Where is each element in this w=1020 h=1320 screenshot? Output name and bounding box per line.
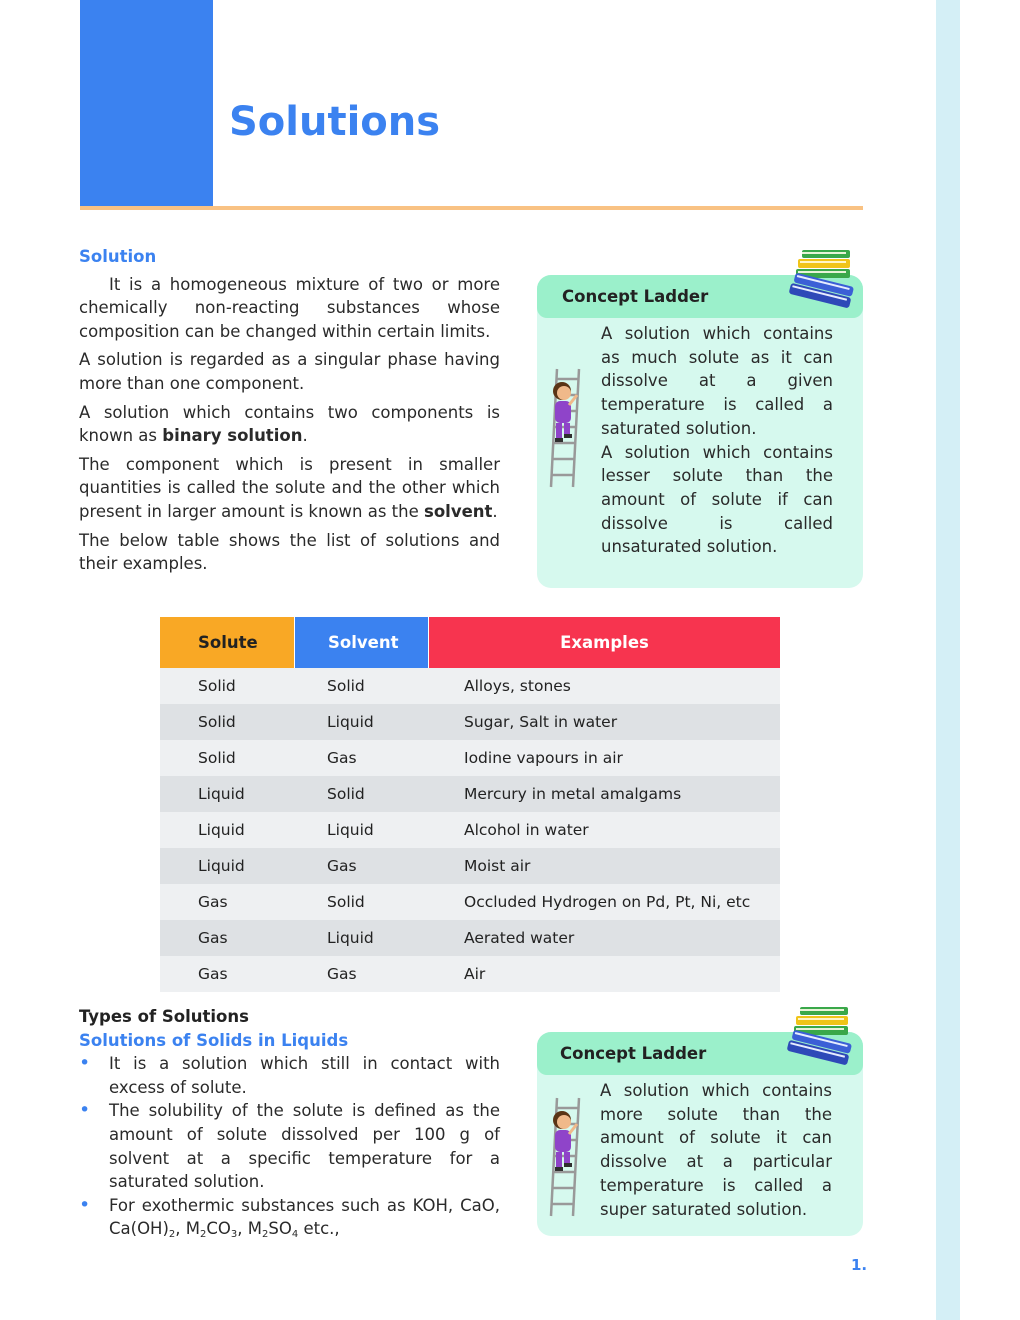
page-number: 1. [851, 1256, 868, 1274]
solution-paragraph-1: It is a homogeneous mixture of two or more chemically non-reacting substances whose composition can be changed within certain limits. [79, 274, 500, 341]
cell-solvent: Gas [327, 749, 357, 767]
table-row [160, 668, 780, 704]
girl-on-ladder-icon [545, 365, 589, 489]
cell-solute: Solid [198, 713, 236, 731]
table-row [160, 812, 780, 848]
table-header-row [160, 617, 780, 668]
super-saturated-definition: A solution which contains more solute than the amount of solute it can dissolve at a particular temperature is called a super saturated solution. [600, 1081, 832, 1219]
cell-example: Alcohol in water [464, 821, 589, 839]
cell-solute: Liquid [198, 821, 245, 839]
cell-example: Moist air [464, 857, 531, 875]
cell-solute: Gas [198, 965, 228, 983]
cell-solute: Gas [198, 929, 228, 947]
table-row [160, 704, 780, 740]
cell-example: Air [464, 965, 486, 983]
table-row [160, 884, 780, 920]
cell-example: Iodine vapours in air [464, 749, 623, 767]
concept-ladder-heading-1: Concept Ladder [537, 275, 863, 318]
cell-example: Aerated water [464, 929, 575, 947]
cell-solute: Gas [198, 893, 228, 911]
concept-ladder-text-2 [600, 1079, 832, 1221]
cell-example: Mercury in metal amalgams [464, 785, 682, 803]
cell-solute: Liquid [198, 785, 245, 803]
cell-solute: Solid [198, 749, 236, 767]
concept-ladder-text-1 [601, 322, 833, 559]
table-row [160, 740, 780, 776]
solution-paragraph-5: The below table shows the list of solutions and their examples. [79, 530, 500, 574]
page-title: Solutions [229, 99, 441, 145]
list-item: • It is a solution which still in contact with excess of solute. [79, 1052, 500, 1099]
solution-heading: Solution [79, 247, 157, 266]
cell-solvent: Gas [327, 857, 357, 875]
binary-solution-term: binary solution [162, 426, 303, 446]
cell-solvent: Gas [327, 965, 357, 983]
list-item: • For exothermic substances such as KOH, CaO, $Ca(OH)_2$, $M_2CO_3$, $M_2SO_4$ etc., [79, 1194, 500, 1241]
solvent-term: solvent [424, 501, 493, 521]
solution-paragraph-4: The component which is present in smaller quantities is called the solute and the other which present in larger amount is known as the solvent. [79, 454, 500, 521]
girl-on-ladder-icon [545, 1094, 589, 1218]
table-row [160, 956, 780, 992]
types-subheading: Solutions of Solids in Liquids [79, 1030, 349, 1050]
table-row [160, 848, 780, 884]
cell-solute: Solid [198, 677, 236, 695]
types-bullet-list [79, 1052, 500, 1241]
header-examples: Examples [429, 617, 780, 668]
cell-solvent: Solid [327, 893, 365, 911]
header-solvent: Solvent [295, 617, 428, 668]
chapter-color-block [80, 0, 213, 206]
types-heading: Types of Solutions [79, 1007, 249, 1026]
table-row [160, 776, 780, 812]
books-stack-icon [786, 1005, 858, 1069]
saturated-definition: A solution which contains as much solute as it can dissolve at a given temperature is called a saturated solution. [601, 324, 833, 438]
header-solute: Solute [160, 617, 294, 668]
title-divider [80, 206, 863, 210]
cell-example: Sugar, Salt in water [464, 713, 618, 731]
unsaturated-definition: A solution which contains lesser solute than the amount of solute if can dissolve is called unsaturated solution. [601, 442, 833, 557]
page-edge-strip [936, 0, 960, 1320]
books-stack-icon [788, 248, 860, 312]
solutions-table [160, 617, 780, 992]
solution-paragraph-3: A solution which contains two components is known as binary solution. [79, 402, 500, 446]
types-section [79, 1005, 500, 1241]
solution-section [79, 245, 500, 581]
cell-solvent: Liquid [327, 929, 374, 947]
cell-solvent: Solid [327, 785, 365, 803]
concept-ladder-heading-2: Concept Ladder [537, 1032, 863, 1075]
solution-paragraph-2: A solution is regarded as a singular phase having more than one component. [79, 350, 500, 393]
cell-solvent: Liquid [327, 821, 374, 839]
cell-solute: Liquid [198, 857, 245, 875]
cell-solvent: Solid [327, 677, 365, 695]
cell-solvent: Liquid [327, 713, 374, 731]
table-row [160, 920, 780, 956]
list-item: • The solubility of the solute is defined as the amount of solute dissolved per 100 g of solvent at a specific temperature for a saturated solution. [79, 1099, 500, 1193]
cell-example: Alloys, stones [464, 677, 571, 695]
cell-example: Occluded Hydrogen on Pd, Pt, Ni, etc [464, 893, 751, 911]
